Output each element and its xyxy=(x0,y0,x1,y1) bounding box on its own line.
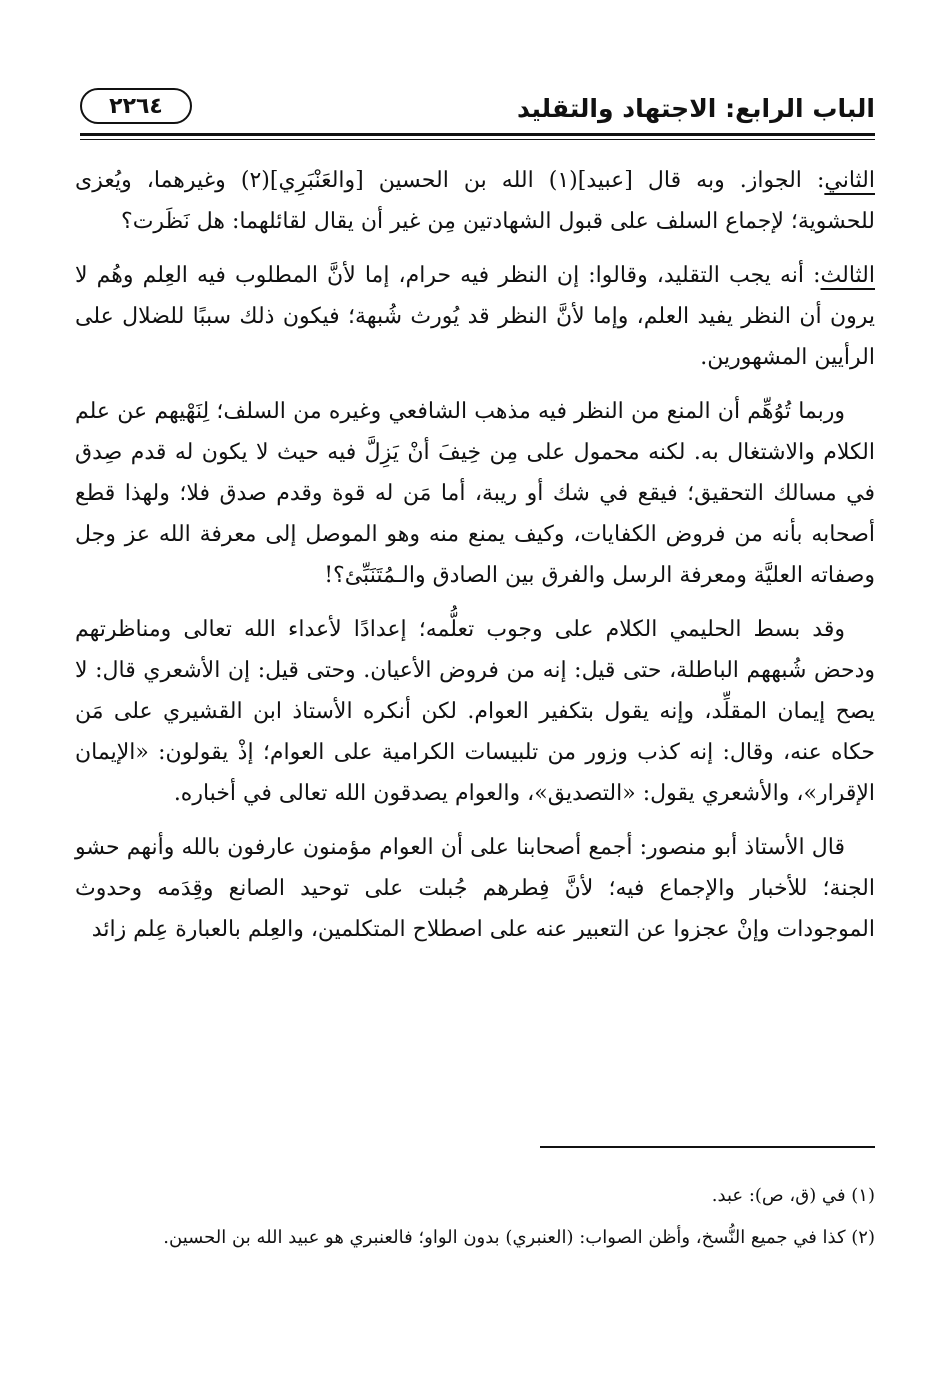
chapter-title: الباب الرابع: الاجتهاد والتقليد xyxy=(517,94,875,123)
footnotes xyxy=(75,1180,875,1264)
header-divider-thin xyxy=(80,139,875,140)
main-text xyxy=(75,160,875,963)
footnote-1: (١) في (ق، ص): عبد. xyxy=(711,1185,875,1206)
paragraph-text: وقد بسط الحليمي الكلام على وجوب تعلُّمه؛ إعدادًا لأعداء الله تعالى ومناظرتهم ودحض شُبههم الباطلة، حتى قيل: إنه من فروض الأعيان. وحتى قيل: إن الأشعري قال: لا يصح إيمان المقلِّد، وإنه يقول بتكفير العوام. لكن أنكره الأستاذ ابن القشيري على مَن حكاه عنه، وقال: إنه كذب وزور من تلبيسات الكرامية على العوام؛ إذْ يقولون: «الإيمان الإقرار»، والأشعري يقول: «التصديق»، والعوام يصدقون الله تعالى في أخباره. xyxy=(75,617,875,806)
running-header xyxy=(80,88,875,132)
paragraph xyxy=(75,391,875,596)
paragraph xyxy=(75,609,875,814)
page-number: ٢٢٦٤ xyxy=(109,93,163,119)
header-divider xyxy=(80,133,875,136)
footnote-divider xyxy=(540,1146,875,1148)
paragraph-text: : الجواز. وبه قال [عبيد](١) الله بن الحسين [والعَنْبَرِي](٢) وغيرهما، ويُعزى للحشوية؛ لإجماع السلف على قبول الشهادتين مِن غير أن يقال لقائلهما: هل نَظَرت؟ xyxy=(75,168,875,234)
paragraph-text: وربما تُوُهِّم أن المنع من النظر فيه مذهب الشافعي وغيره من السلف؛ لِنَهْيهم عن علم الكلام والاشتغال به. لكنه محمول على مِن خِيفَ أنْ يَزِلَّ فيه حيث لا يكون له قدم صِدق في مسالك التحقيق؛ فيقع في شك أو ريبة، أما مَن له قوة وقدم صدق فلا؛ ولهذا قطع أصحابه بأنه من فروض الكفايات، وكيف يمنع منه وهو الموصل إلى معرفة الله عز وجل وصفاته العليَّة ومعرفة الرسل والفرق بين الصادق والـمُتَنَبِّئ؟! xyxy=(75,399,875,588)
paragraph-text: : أنه يجب التقليد، وقالوا: إن النظر فيه حرام، إما لأنَّ المطلوب فيه العِلم وهُم لا يرون أن النظر يفيد العلم، وإما لأنَّ النظر قد يُورث شُبهة؛ فيكون ذلك سببًا للضلال على الرأيين المشهورين. xyxy=(75,263,875,370)
paragraph-lead: الثاني xyxy=(824,168,875,193)
paragraph-third-opinion xyxy=(75,255,875,378)
paragraph-text: قال الأستاذ أبو منصور: أجمع أصحابنا على أن العوام مؤمنون عارفون بالله وأنهم حشو الجنة؛ للأخبار والإجماع فيه؛ لأنَّ فِطرهم جُبلت على توحيد الصانع وقِدَمه وحدوث الموجودات وإنْ عجزوا عن التعبير عنه على اصطلاح المتكلمين، والعِلم بالعبارة عِلم زائد xyxy=(75,835,875,942)
paragraph xyxy=(75,827,875,950)
paragraph-lead: الثالث xyxy=(820,263,875,288)
paragraph-second-opinion xyxy=(75,160,875,242)
page-number-badge xyxy=(80,88,192,124)
footnote-2: (٢) كذا في جميع النُّسخ، وأظن الصواب: (العنبري) بدون الواو؛ فالعنبري هو عبيد الله بن الحسين. xyxy=(163,1227,875,1248)
